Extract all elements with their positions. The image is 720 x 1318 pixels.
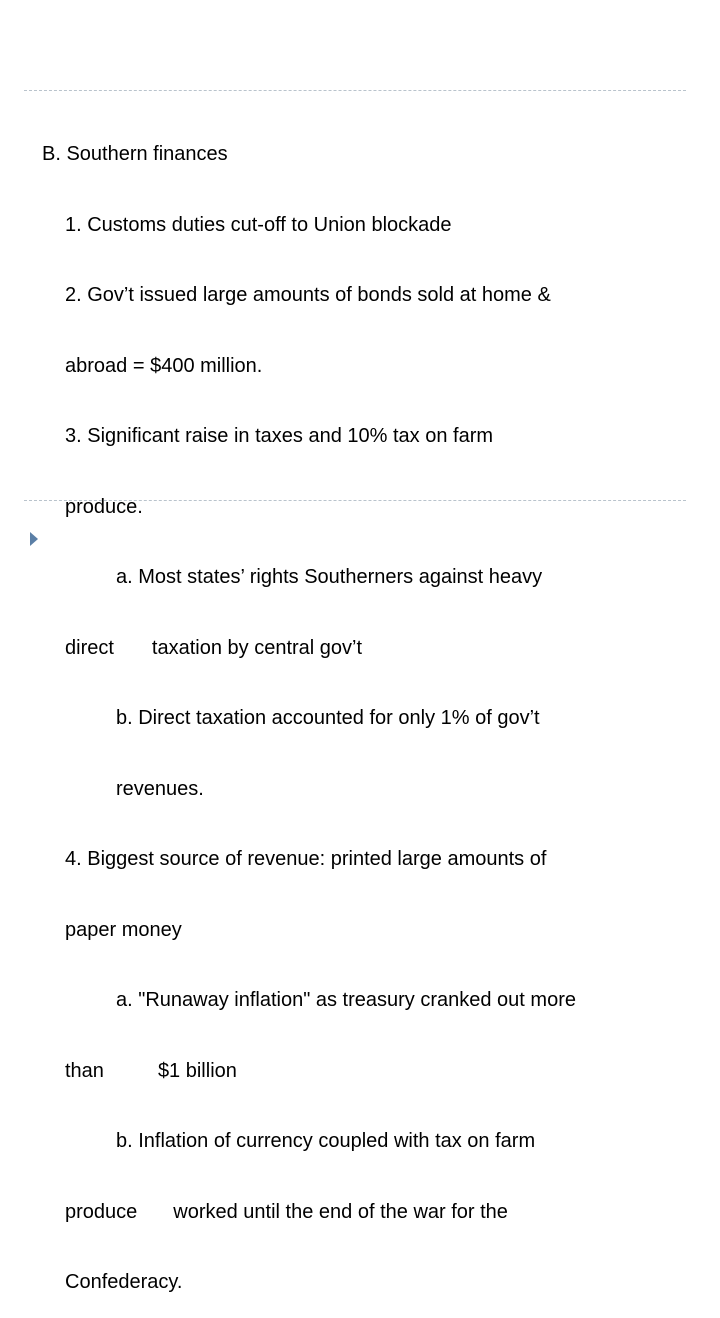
sub-item-continuation <box>42 1201 682 1225</box>
sub-item-word: direct <box>65 636 114 659</box>
sub-item-continuation <box>42 1060 682 1084</box>
bottom-divider <box>24 500 686 501</box>
sub-item-text: $1 billion <box>157 1059 237 1082</box>
sub-item-continuation: Confederacy. <box>65 1271 183 1293</box>
sub-item: a. "Runaway inflation" as treasury cranked out more <box>116 989 576 1011</box>
list-item-continuation: paper money <box>65 918 182 941</box>
slide-body <box>42 96 682 1318</box>
sub-item-text: taxation by central gov’t <box>151 636 363 659</box>
list-item-continuation: abroad = $400 million. <box>65 354 263 377</box>
sub-item-word: produce <box>65 1200 138 1223</box>
sub-item-word: than <box>65 1059 104 1082</box>
sub-item: a. Most states’ rights Southerners against heavy <box>116 566 543 588</box>
list-item: 2. Gov’t issued large amounts of bonds sold at home & <box>65 284 551 306</box>
section-heading: B. Southern finances <box>42 143 228 165</box>
sub-item-text: worked until the end of the war for the <box>173 1200 508 1223</box>
sub-item: b. Direct taxation accounted for only 1% of gov’t <box>116 707 540 729</box>
top-divider <box>24 90 686 91</box>
sub-item: b. Inflation of currency coupled with tax on farm <box>116 1130 536 1152</box>
list-item-continuation: produce. <box>65 495 143 518</box>
list-item: 4. Biggest source of revenue: printed large amounts of <box>65 848 547 870</box>
triangle-bullet-icon <box>30 532 38 546</box>
list-item: 3. Significant raise in taxes and 10% tax on farm <box>65 425 494 447</box>
sub-item-continuation: revenues. <box>116 777 204 800</box>
list-item: 1. Customs duties cut-off to Union blockade <box>65 213 452 236</box>
sub-item-continuation <box>42 637 682 661</box>
